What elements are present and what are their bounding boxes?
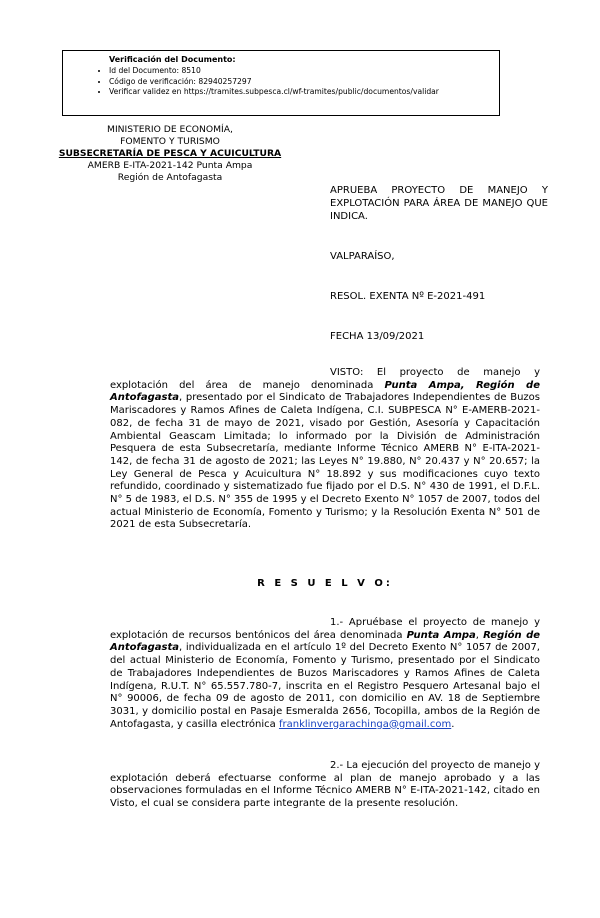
resuelvo-heading: R E S U E L V O: xyxy=(257,578,393,589)
region: Región de Antofagasta xyxy=(117,172,223,183)
amerb-reference: AMERB E-ITA-2021-142 Punta Ampa xyxy=(87,160,253,171)
verification-title: Verificación del Documento: xyxy=(109,55,236,64)
visto-area-name: Punta Ampa, Región de Antofagasta xyxy=(110,379,540,404)
point-2-text: 2.- La ejecución del proyecto de manejo y explotación deberá efectuarse conforme al plan de manejo aprobado y a las observaciones formuladas en el Informe Técnico AMERB N° E-ITA-2021-142, citado en Visto, el cual se considera parte integrante de la presente resolución. xyxy=(110,760,540,810)
verification-id: • Id del Documento: 8510 xyxy=(109,66,499,77)
point-2-paragraph xyxy=(110,760,540,811)
verification-code: • Código de verificación: 82940257297 xyxy=(109,77,499,88)
resolution-number: RESOL. EXENTA Nº E-2021-491 xyxy=(330,291,486,302)
point-1-area-name: Punta Ampa xyxy=(406,629,476,641)
visto-body: , presentado por el Sindicato de Trabajadores Independientes de Buzos Mariscadores y Ramos Afines de Caleta Indígena, C.I. SUBPESCA N° E-AMERB-2021-082, de fecha 31 de mayo de 2021, visado por Gestión, Asesoría y Capacitación Ambiental Geascam Limitada; lo informado por la División de Administración Pesquera de esta Subsecretaría, mediante Informe Técnico AMERB N° E-ITA-2021-142, de fecha 31 de agosto de 2021; las Leyes N° 19.880, N° 20.437 y N° 20.657; la Ley General de Pesca y Acuicultura N° 18.892 y sus modificaciones cuyo texto refundido, coordinado y sistematizado fue fijado por el D.S. N° 430 de 1991, el D.F.L. N° 5 de 1983, el D.S. N° 355 de 1995 y el Decreto Exento N° 1057 de 2007, todos del actual Ministerio de Economía, Fomento y Turismo; y la Resolución Exenta N° 501 de 2021 de esta Subsecretaría. xyxy=(110,392,541,531)
point-1-body: , individualizada en el artículo 1º del Decreto Exento N° 1057 de 2007, del actual Ministerio de Economía, Fomento y Turismo, presentado por el Sindicato de Trabajadores Independientes de Buzos Mariscadores y Ramos Afines de Caleta Indígena, R.U.T. N° 65.557.780-7, inscrita en el Registro Pesquero Artesanal bajo el N° 90006, de fecha 09 de agosto de 2011, con domicilio en AV. 18 de Septiembre 3031, y domicilio postal en Pasaje Esmeralda 2656, Tocopilla, ambos de la Región de Antofagasta, y casilla electrónica xyxy=(110,642,540,730)
verification-list xyxy=(91,66,499,98)
visto-paragraph xyxy=(110,367,540,532)
point-1-sep: , xyxy=(475,629,484,641)
point-1-region: Región de Antofagasta xyxy=(110,629,541,654)
location: VALPARAÍSO, xyxy=(330,251,395,262)
point-1-end: . xyxy=(451,718,455,730)
email-link[interactable]: franklinvergarachinga@gmail.com xyxy=(278,718,452,730)
point-1-lead: 1.- Apruébase el proyecto de manejo y explotación de recursos bentónicos del área denominada xyxy=(110,617,540,641)
point-1-paragraph xyxy=(110,617,540,731)
ministry-line1: MINISTERIO DE ECONOMÍA, xyxy=(107,124,233,135)
verification-box xyxy=(62,50,500,116)
verification-url[interactable]: • Verificar validez en https://tramites.subpesca.cl/wf-tramites/public/documentos/validar xyxy=(109,87,499,98)
issuer-header xyxy=(40,124,300,184)
subsecretaria: SUBSECRETARÍA DE PESCA Y ACUICULTURA xyxy=(58,148,282,159)
visto-label: VISTO: xyxy=(330,367,364,378)
ministry-line2: FOMENTO Y TURISMO xyxy=(120,136,220,147)
document-title: APRUEBA PROYECTO DE MANEJO Y EXPLOTACIÓN PARA ÁREA DE MANEJO QUE INDICA. xyxy=(330,185,548,222)
resolution-date: FECHA 13/09/2021 xyxy=(330,331,425,342)
visto-lead: El proyecto de manejo y explotación del área de manejo denominada xyxy=(110,367,540,391)
